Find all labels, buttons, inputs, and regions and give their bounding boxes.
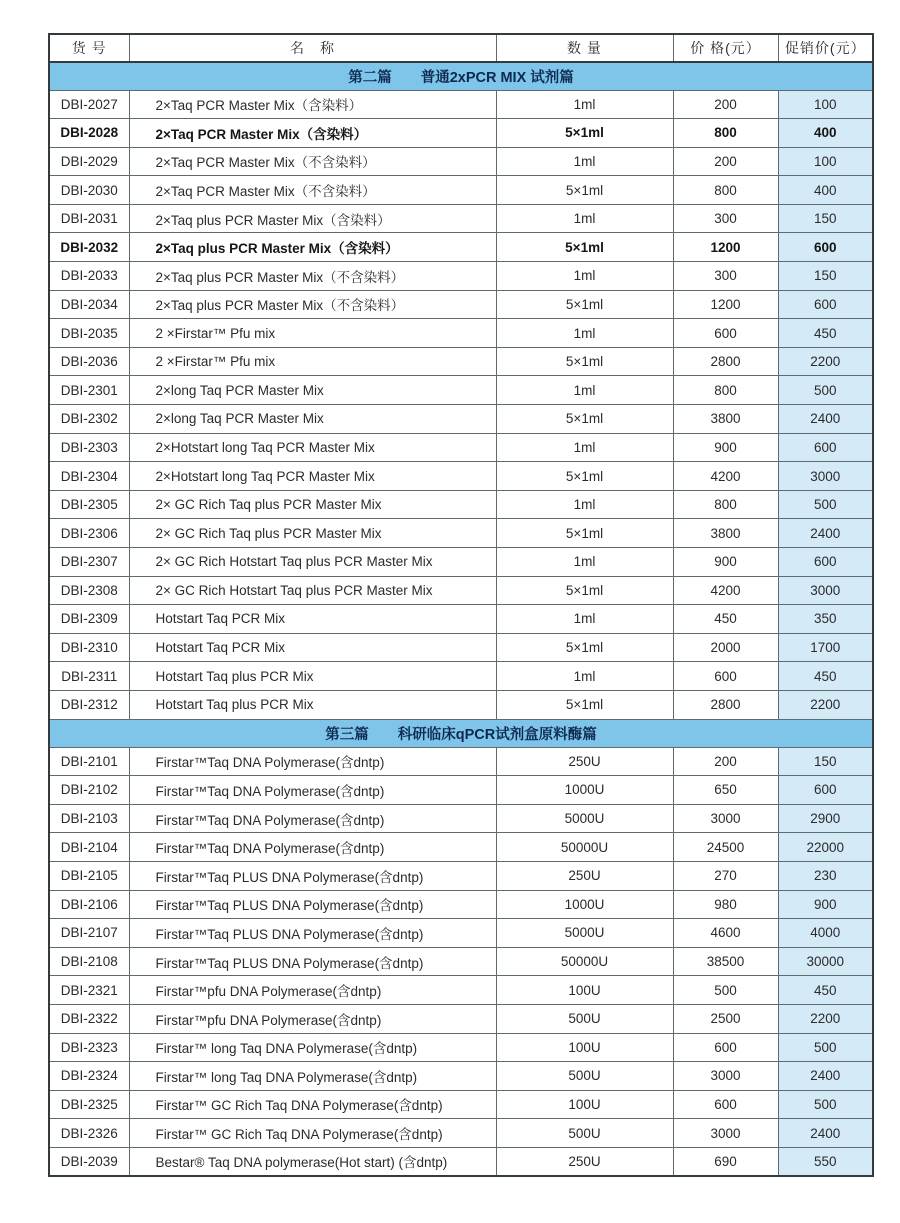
cell-name: Hotstart Taq PCR Mix [129, 605, 496, 634]
cell-promo: 450 [778, 319, 873, 348]
cell-name: Firstar™ GC Rich Taq DNA Polymerase(含dntp) [129, 1090, 496, 1119]
cell-id: DBI-2303 [49, 433, 129, 462]
cell-id: DBI-2101 [49, 747, 129, 776]
cell-name: Firstar™Taq PLUS DNA Polymerase(含dntp) [129, 919, 496, 948]
header-quantity: 数 量 [496, 34, 673, 62]
cell-promo: 150 [778, 204, 873, 233]
cell-qty: 5×1ml [496, 462, 673, 491]
cell-qty: 5×1ml [496, 119, 673, 148]
header-row [49, 34, 873, 62]
cell-id: DBI-2107 [49, 919, 129, 948]
cell-promo: 2900 [778, 804, 873, 833]
cell-qty: 1ml [496, 204, 673, 233]
cell-id: DBI-2311 [49, 662, 129, 691]
cell-price: 24500 [673, 833, 778, 862]
cell-id: DBI-2307 [49, 548, 129, 577]
cell-price: 600 [673, 1090, 778, 1119]
table-body [49, 62, 873, 1176]
table-row [49, 519, 873, 548]
table-row [49, 861, 873, 890]
cell-name: Firstar™Taq PLUS DNA Polymerase(含dntp) [129, 947, 496, 976]
cell-id: DBI-2102 [49, 776, 129, 805]
table-row [49, 119, 873, 148]
header-item-number: 货 号 [49, 34, 129, 62]
cell-price: 3800 [673, 519, 778, 548]
section-header-row [49, 62, 873, 90]
cell-qty: 1ml [496, 319, 673, 348]
cell-name: 2×Taq plus PCR Master Mix（不含染料） [129, 262, 496, 291]
cell-promo: 600 [778, 433, 873, 462]
cell-promo: 600 [778, 233, 873, 262]
table-row [49, 1147, 873, 1176]
cell-id: DBI-2305 [49, 490, 129, 519]
cell-id: DBI-2310 [49, 633, 129, 662]
cell-qty: 5×1ml [496, 347, 673, 376]
cell-qty: 1000U [496, 776, 673, 805]
header-promo-price: 促销价(元） [778, 34, 873, 62]
cell-promo: 550 [778, 1147, 873, 1176]
cell-id: DBI-2302 [49, 405, 129, 434]
cell-promo: 4000 [778, 919, 873, 948]
cell-promo: 2200 [778, 1004, 873, 1033]
cell-id: DBI-2103 [49, 804, 129, 833]
cell-qty: 50000U [496, 833, 673, 862]
table-row [49, 490, 873, 519]
cell-promo: 600 [778, 290, 873, 319]
cell-name: Firstar™pfu DNA Polymerase(含dntp) [129, 1004, 496, 1033]
cell-id: DBI-2323 [49, 1033, 129, 1062]
cell-promo: 500 [778, 1033, 873, 1062]
cell-name: 2 ×Firstar™ Pfu mix [129, 319, 496, 348]
cell-qty: 100U [496, 1033, 673, 1062]
cell-name: 2× GC Rich Taq plus PCR Master Mix [129, 490, 496, 519]
cell-promo: 2400 [778, 519, 873, 548]
section-title: 第三篇 科研临床qPCR试剂盒原料酶篇 [49, 719, 873, 747]
cell-promo: 150 [778, 747, 873, 776]
cell-id: DBI-2035 [49, 319, 129, 348]
cell-price: 980 [673, 890, 778, 919]
cell-price: 300 [673, 262, 778, 291]
cell-qty: 5×1ml [496, 690, 673, 719]
cell-qty: 1ml [496, 376, 673, 405]
cell-id: DBI-2106 [49, 890, 129, 919]
cell-qty: 500U [496, 1004, 673, 1033]
cell-promo: 3000 [778, 462, 873, 491]
cell-price: 200 [673, 147, 778, 176]
cell-qty: 50000U [496, 947, 673, 976]
cell-price: 450 [673, 605, 778, 634]
cell-id: DBI-2030 [49, 176, 129, 205]
table-row [49, 290, 873, 319]
cell-name: Hotstart Taq plus PCR Mix [129, 662, 496, 691]
table-row [49, 662, 873, 691]
cell-price: 3000 [673, 804, 778, 833]
cell-id: DBI-2304 [49, 462, 129, 491]
cell-id: DBI-2031 [49, 204, 129, 233]
cell-name: Hotstart Taq PCR Mix [129, 633, 496, 662]
cell-qty: 1ml [496, 605, 673, 634]
cell-price: 38500 [673, 947, 778, 976]
cell-name: Bestar® Taq DNA polymerase(Hot start) (含dntp) [129, 1147, 496, 1176]
cell-name: 2× GC Rich Taq plus PCR Master Mix [129, 519, 496, 548]
cell-price: 3000 [673, 1119, 778, 1148]
table-row [49, 1004, 873, 1033]
cell-id: DBI-2301 [49, 376, 129, 405]
cell-promo: 100 [778, 90, 873, 119]
cell-id: DBI-2032 [49, 233, 129, 262]
cell-price: 2800 [673, 347, 778, 376]
table-header [49, 34, 873, 62]
cell-price: 500 [673, 976, 778, 1005]
cell-name: Firstar™Taq DNA Polymerase(含dntp) [129, 833, 496, 862]
cell-qty: 5×1ml [496, 519, 673, 548]
cell-promo: 100 [778, 147, 873, 176]
cell-name: Hotstart Taq plus PCR Mix [129, 690, 496, 719]
cell-price: 3800 [673, 405, 778, 434]
cell-name: 2×long Taq PCR Master Mix [129, 405, 496, 434]
cell-name: 2×Hotstart long Taq PCR Master Mix [129, 462, 496, 491]
cell-promo: 30000 [778, 947, 873, 976]
table-row [49, 204, 873, 233]
table-row [49, 605, 873, 634]
cell-qty: 5000U [496, 919, 673, 948]
cell-id: DBI-2306 [49, 519, 129, 548]
cell-promo: 1700 [778, 633, 873, 662]
table-row [49, 890, 873, 919]
cell-id: DBI-2039 [49, 1147, 129, 1176]
cell-promo: 400 [778, 119, 873, 148]
cell-qty: 100U [496, 1090, 673, 1119]
cell-qty: 250U [496, 1147, 673, 1176]
cell-name: 2×Taq PCR Master Mix（不含染料） [129, 147, 496, 176]
cell-qty: 1ml [496, 662, 673, 691]
table-row [49, 776, 873, 805]
table-row [49, 433, 873, 462]
cell-qty: 1ml [496, 433, 673, 462]
table-row [49, 919, 873, 948]
table-row [49, 1090, 873, 1119]
cell-name: Firstar™Taq PLUS DNA Polymerase(含dntp) [129, 890, 496, 919]
cell-qty: 100U [496, 976, 673, 1005]
cell-qty: 5×1ml [496, 290, 673, 319]
cell-price: 2800 [673, 690, 778, 719]
cell-qty: 1ml [496, 90, 673, 119]
cell-qty: 5×1ml [496, 405, 673, 434]
cell-promo: 450 [778, 976, 873, 1005]
cell-name: Firstar™Taq DNA Polymerase(含dntp) [129, 776, 496, 805]
cell-id: DBI-2308 [49, 576, 129, 605]
cell-price: 4200 [673, 462, 778, 491]
table-row [49, 233, 873, 262]
cell-price: 200 [673, 747, 778, 776]
cell-price: 1200 [673, 233, 778, 262]
cell-id: DBI-2028 [49, 119, 129, 148]
cell-qty: 1000U [496, 890, 673, 919]
cell-price: 600 [673, 662, 778, 691]
cell-name: Firstar™Taq DNA Polymerase(含dntp) [129, 747, 496, 776]
cell-qty: 5×1ml [496, 176, 673, 205]
cell-promo: 400 [778, 176, 873, 205]
cell-promo: 3000 [778, 576, 873, 605]
table-row [49, 347, 873, 376]
cell-promo: 500 [778, 1090, 873, 1119]
cell-promo: 230 [778, 861, 873, 890]
cell-promo: 600 [778, 776, 873, 805]
table-row [49, 319, 873, 348]
cell-qty: 5×1ml [496, 633, 673, 662]
cell-price: 800 [673, 490, 778, 519]
cell-price: 3000 [673, 1062, 778, 1091]
cell-price: 300 [673, 204, 778, 233]
cell-qty: 500U [496, 1062, 673, 1091]
cell-name: 2×Taq plus PCR Master Mix（不含染料） [129, 290, 496, 319]
table-row [49, 462, 873, 491]
cell-promo: 2400 [778, 1062, 873, 1091]
table-row [49, 576, 873, 605]
cell-qty: 1ml [496, 262, 673, 291]
cell-id: DBI-2312 [49, 690, 129, 719]
cell-name: 2×Taq PCR Master Mix（含染料） [129, 119, 496, 148]
cell-promo: 350 [778, 605, 873, 634]
cell-price: 690 [673, 1147, 778, 1176]
cell-name: 2×Taq plus PCR Master Mix（含染料） [129, 204, 496, 233]
table-row [49, 690, 873, 719]
cell-price: 900 [673, 548, 778, 577]
table-row [49, 1033, 873, 1062]
cell-id: DBI-2309 [49, 605, 129, 634]
cell-promo: 450 [778, 662, 873, 691]
cell-promo: 500 [778, 490, 873, 519]
cell-price: 200 [673, 90, 778, 119]
cell-name: 2 ×Firstar™ Pfu mix [129, 347, 496, 376]
cell-price: 650 [673, 776, 778, 805]
cell-price: 4600 [673, 919, 778, 948]
cell-name: 2× GC Rich Hotstart Taq plus PCR Master Mix [129, 576, 496, 605]
cell-qty: 5×1ml [496, 233, 673, 262]
section-title: 第二篇 普通2xPCR MIX 试剂篇 [49, 62, 873, 90]
table-row [49, 90, 873, 119]
cell-id: DBI-2036 [49, 347, 129, 376]
cell-name: Firstar™ GC Rich Taq DNA Polymerase(含dntp) [129, 1119, 496, 1148]
cell-price: 600 [673, 319, 778, 348]
cell-promo: 2400 [778, 1119, 873, 1148]
cell-price: 2500 [673, 1004, 778, 1033]
cell-id: DBI-2108 [49, 947, 129, 976]
cell-name: 2×Hotstart long Taq PCR Master Mix [129, 433, 496, 462]
table-row [49, 976, 873, 1005]
section-header-row [49, 719, 873, 747]
cell-promo: 22000 [778, 833, 873, 862]
cell-name: 2×Taq plus PCR Master Mix（含染料） [129, 233, 496, 262]
cell-promo: 2200 [778, 690, 873, 719]
cell-name: 2×long Taq PCR Master Mix [129, 376, 496, 405]
cell-id: DBI-2104 [49, 833, 129, 862]
cell-price: 4200 [673, 576, 778, 605]
cell-name: 2×Taq PCR Master Mix（不含染料） [129, 176, 496, 205]
table-row [49, 548, 873, 577]
table-row [49, 947, 873, 976]
cell-id: DBI-2034 [49, 290, 129, 319]
cell-qty: 250U [496, 747, 673, 776]
cell-qty: 250U [496, 861, 673, 890]
table-row [49, 747, 873, 776]
cell-qty: 5000U [496, 804, 673, 833]
cell-name: Firstar™ long Taq DNA Polymerase(含dntp) [129, 1062, 496, 1091]
table-row [49, 376, 873, 405]
header-price: 价 格(元） [673, 34, 778, 62]
cell-name: Firstar™Taq DNA Polymerase(含dntp) [129, 804, 496, 833]
cell-name: Firstar™pfu DNA Polymerase(含dntp) [129, 976, 496, 1005]
cell-id: DBI-2326 [49, 1119, 129, 1148]
cell-promo: 900 [778, 890, 873, 919]
cell-price: 800 [673, 376, 778, 405]
table-row [49, 405, 873, 434]
cell-promo: 500 [778, 376, 873, 405]
cell-qty: 1ml [496, 147, 673, 176]
cell-price: 800 [673, 119, 778, 148]
cell-name: Firstar™Taq PLUS DNA Polymerase(含dntp) [129, 861, 496, 890]
cell-id: DBI-2321 [49, 976, 129, 1005]
table-row [49, 176, 873, 205]
cell-id: DBI-2033 [49, 262, 129, 291]
table-row [49, 262, 873, 291]
table-row [49, 147, 873, 176]
cell-price: 270 [673, 861, 778, 890]
cell-promo: 2200 [778, 347, 873, 376]
cell-qty: 500U [496, 1119, 673, 1148]
table-row [49, 633, 873, 662]
cell-price: 1200 [673, 290, 778, 319]
cell-price: 800 [673, 176, 778, 205]
price-table [48, 33, 874, 1177]
cell-qty: 5×1ml [496, 576, 673, 605]
cell-id: DBI-2105 [49, 861, 129, 890]
cell-id: DBI-2325 [49, 1090, 129, 1119]
table-row [49, 1062, 873, 1091]
cell-name: 2×Taq PCR Master Mix（含染料） [129, 90, 496, 119]
cell-promo: 150 [778, 262, 873, 291]
cell-name: 2× GC Rich Hotstart Taq plus PCR Master Mix [129, 548, 496, 577]
cell-price: 600 [673, 1033, 778, 1062]
cell-id: DBI-2322 [49, 1004, 129, 1033]
cell-name: Firstar™ long Taq DNA Polymerase(含dntp) [129, 1033, 496, 1062]
table-row [49, 1119, 873, 1148]
cell-id: DBI-2324 [49, 1062, 129, 1091]
cell-price: 2000 [673, 633, 778, 662]
cell-qty: 1ml [496, 548, 673, 577]
cell-promo: 600 [778, 548, 873, 577]
cell-qty: 1ml [496, 490, 673, 519]
cell-id: DBI-2029 [49, 147, 129, 176]
cell-id: DBI-2027 [49, 90, 129, 119]
table-row [49, 804, 873, 833]
table-row [49, 833, 873, 862]
header-name: 名 称 [129, 34, 496, 62]
cell-promo: 2400 [778, 405, 873, 434]
cell-price: 900 [673, 433, 778, 462]
